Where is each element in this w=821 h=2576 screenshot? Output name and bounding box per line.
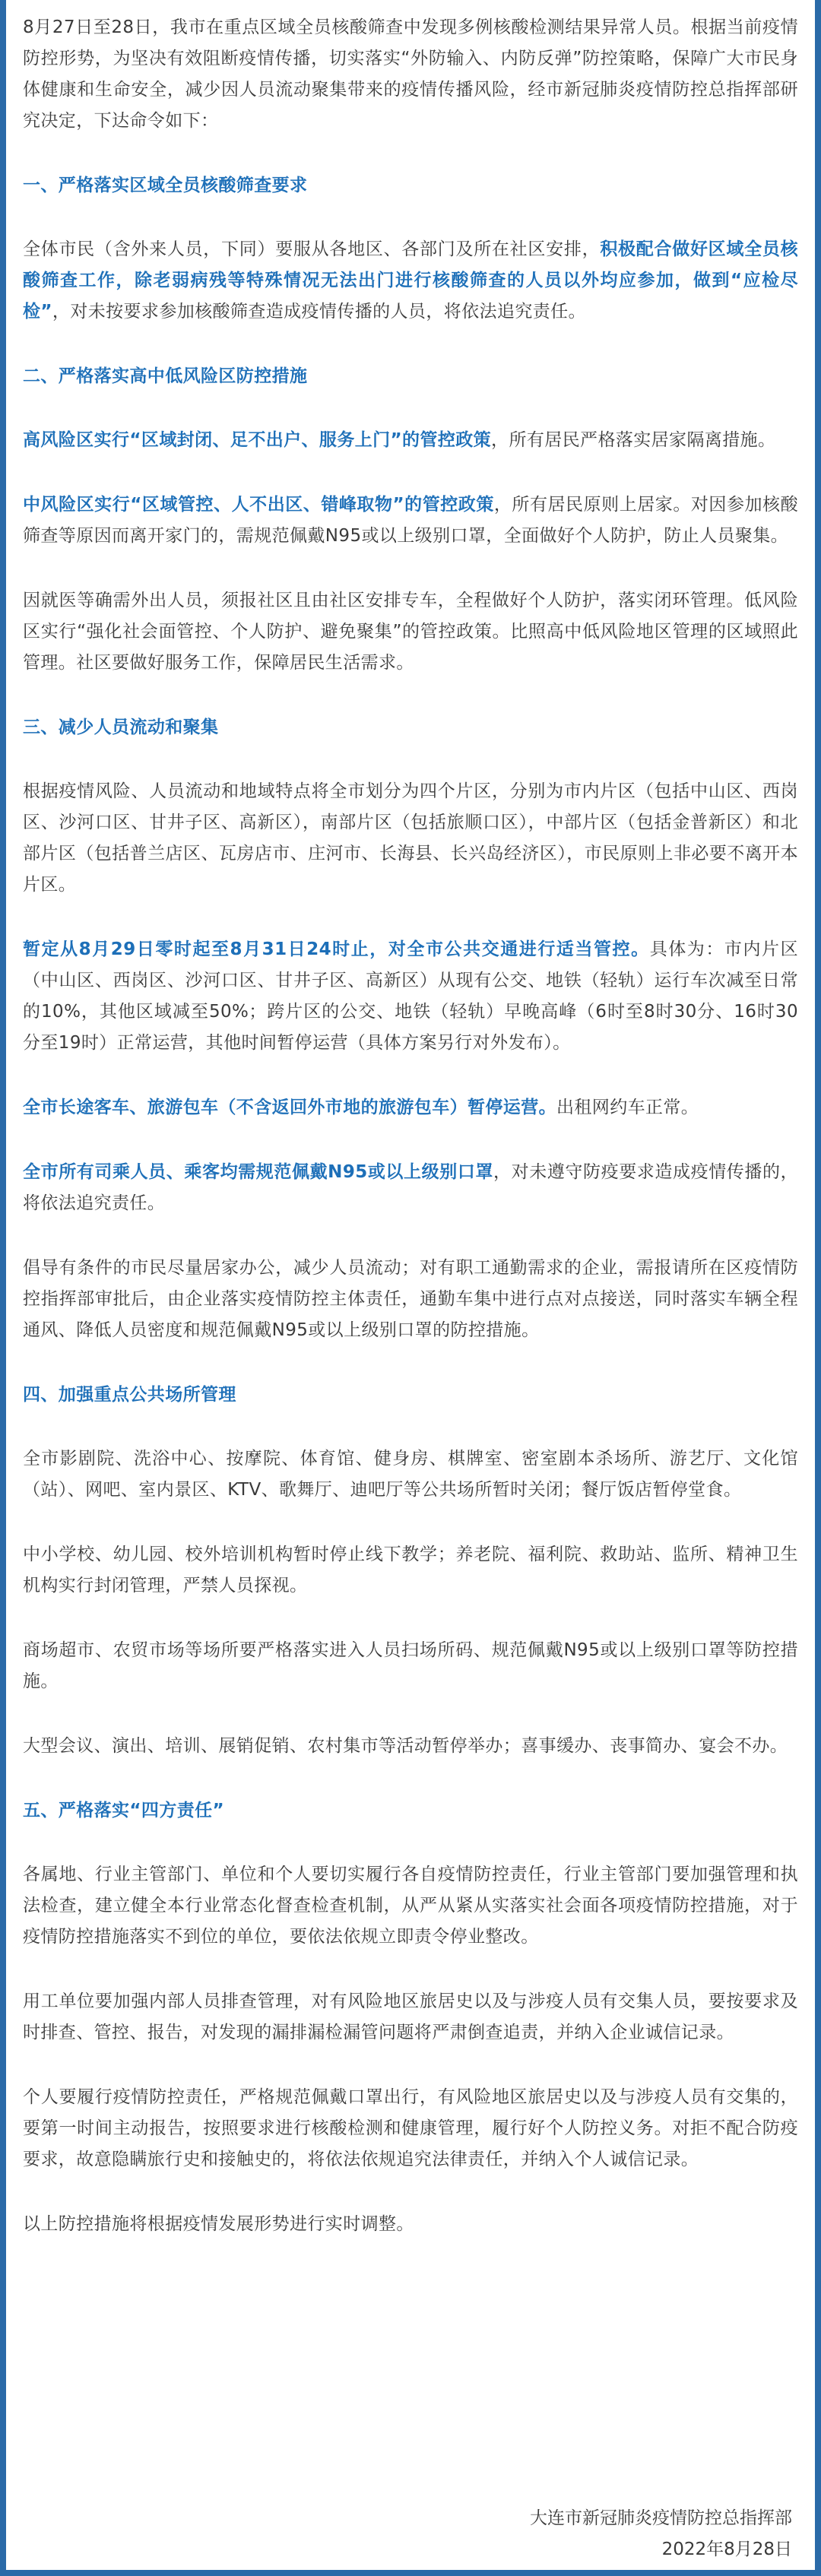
body-text: 出租网约车正常。 (556, 1098, 699, 1117)
section-paragraph (23, 2082, 798, 2175)
signature-block (530, 2503, 792, 2565)
section-paragraph (23, 934, 798, 1059)
body-text: 商场超市、农贸市场等场所要严格落实进入人员扫场所码、规范佩戴N95或以上级别口罩等防控措施。 (23, 1640, 798, 1691)
body-text: ，所有居民严格落实居家隔离措施。 (491, 430, 776, 450)
section-paragraph (23, 1253, 798, 1346)
body-text: 以上防控措施将根据疫情发展形势进行实时调整。 (23, 2214, 414, 2234)
signature-org: 大连市新冠肺炎疫情防控总指挥部 (530, 2508, 792, 2528)
section-paragraph (23, 1092, 798, 1123)
intro-paragraph: 8月27日至28日，我市在重点区域全员核酸筛查中发现多例核酸检测结果异常人员。根据当前疫情防控形势，为坚决有效阻断疫情传播，切实落实“外防输入、内防反弹”防控策略，保障广大市民身体健康和生命安全，减少因人员流动聚集带来的疫情传播风险，经市新冠肺炎疫情防控总指挥部研究决定，下达命令如下： (23, 17, 798, 131)
body-text: ，所有居民原则上居家。对因参加核酸筛查等原因而离开家门的，需规范佩戴N95或以上级别口罩，全面做好个人防护，防止人员聚集。 (23, 495, 798, 546)
highlighted-text: 中风险区实行“区域管控、人不出区、错峰取物”的管控政策 (23, 495, 494, 515)
body-text: 具体为：市内片区（中山区、西岗区、沙河口区、甘井子区、高新区）从现有公交、地铁（轻轨）运行车次减至日常的10%，其他区域减至50%；跨片区的公交、地铁（轻轨）早晚高峰（6时至8时30分、16时30分至19时）正常运营，其他时间暂停运营（具体方案另行对外发布）。 (23, 939, 799, 1053)
body-text: ，对未按要求参加核酸筛查造成疫情传播的人员，将依法追究责任。 (52, 302, 586, 322)
section-paragraph (23, 585, 798, 679)
section-paragraph (23, 2209, 798, 2240)
highlighted-text: 暂定从8月29日零时起至8月31日24时止，对全市公共交通进行适当管控。 (23, 939, 650, 959)
section-paragraph (23, 490, 798, 552)
section-paragraph (23, 776, 798, 901)
section-paragraph (23, 1986, 798, 2048)
section-paragraph (23, 234, 798, 328)
section-heading: 三、减少人员流动和聚集 (23, 718, 219, 737)
section-paragraph (23, 1731, 798, 1762)
section-paragraph (23, 1539, 798, 1602)
section-paragraph (23, 1635, 798, 1697)
body-text: 全体市民（含外来人员，下同）要服从各地区、各部门及所在社区安排， (23, 239, 601, 259)
highlighted-text: 全市所有司乘人员、乘客均需规范佩戴N95或以上级别口罩 (23, 1162, 494, 1182)
highlighted-text: 全市长途客车、旅游包车（不含返回外市地的旅游包车）暂停运营。 (23, 1098, 556, 1117)
body-text: 倡导有条件的市民尽量居家办公，减少人员流动；对有职工通勤需求的企业，需报请所在区疫情防控指挥部审批后，由企业落实疫情防控主体责任，通勤车集中进行点对点接送，同时落实车辆全程通风、降低人员密度和规范佩戴N95或以上级别口罩的防控措施。 (23, 1258, 798, 1340)
body-text: 用工单位要加强内部人员排查管理，对有风险地区旅居史以及与涉疫人员有交集人员，要按要求及时排查、管控、报告，对发现的漏排漏检漏管问题将严肃倒查追责，并纳入企业诚信记录。 (23, 1991, 798, 2042)
section-heading: 五、严格落实“四方责任” (23, 1801, 225, 1820)
body-text: 大型会议、演出、培训、展销促销、农村集市等活动暂停举办；喜事缓办、丧事简办、宴会不办。 (23, 1736, 788, 1756)
section-paragraph (23, 425, 798, 456)
highlighted-text: 积极配合做好区域全员核酸筛查工作，除老弱病残等特殊情况无法出门进行核酸筛查的人员以外均应参加，做到“应检尽检” (23, 239, 798, 322)
section-heading: 一、严格落实区域全员核酸筛查要求 (23, 176, 308, 195)
section-heading: 四、加强重点公共场所管理 (23, 1385, 236, 1405)
body-text: 全市影剧院、洗浴中心、按摩院、体育馆、健身房、棋牌室、密室剧本杀场所、游艺厅、文化馆（站）、网吧、室内景区、KTV、歌舞厅、迪吧厅等公共场所暂时关闭；餐厅饭店暂停堂食。 (23, 1449, 798, 1500)
body-text: 根据疫情风险、人员流动和地域特点将全市划分为四个片区，分别为市内片区（包括中山区、西岗区、沙河口区、甘井子区、高新区），南部片区（包括旅顺口区），中部片区（包括金普新区）和北部片区（包括普兰店区、瓦房店市、庄河市、长海县、长兴岛经济区），市民原则上非必要不离开本片区。 (23, 781, 798, 895)
signature-date: 2022年8月28日 (661, 2540, 792, 2559)
section-paragraph (23, 1859, 798, 1953)
notice-body (23, 12, 798, 2240)
body-text: 个人要履行疫情防控责任，严格规范佩戴口罩出行，有风险地区旅居史以及与涉疫人员有交集的，要第一时间主动报告，按照要求进行核酸检测和健康管理，履行好个人防控义务。对拒不配合防疫要求，故意隐瞒旅行史和接触史的，将依法依规追究法律责任，并纳入个人诚信记录。 (23, 2087, 798, 2169)
section-paragraph (23, 1443, 798, 1506)
body-text: 中小学校、幼儿园、校外培训机构暂时停止线下教学；养老院、福利院、救助站、监所、精神卫生机构实行封闭管理，严禁人员探视。 (23, 1545, 798, 1595)
highlighted-text: 高风险区实行“区域封闭、足不出户、服务上门”的管控政策 (23, 430, 492, 450)
body-text: 各属地、行业主管部门、单位和个人要切实履行各自疫情防控责任，行业主管部门要加强管理和执法检查，建立健全本行业常态化督查检查机制，从严从紧从实落实社会面各项疫情防控措施，对于疫情防控措施落实不到位的单位，要依法依规立即责令停业整改。 (23, 1865, 798, 1947)
section-paragraph (23, 1157, 798, 1219)
body-text: ，对未遵守防疫要求造成疫情传播的，将依法追究责任。 (23, 1162, 798, 1213)
section-heading: 二、严格落实高中低风险区防控措施 (23, 366, 308, 386)
body-text: 因就医等确需外出人员，须报社区且由社区安排专车，全程做好个人防护，落实闭环管理。低风险区实行“强化社会面管控、个人防护、避免聚集”的管控政策。比照高中低风险地区管理的区域照此管理。社区要做好服务工作，保障居民生活需求。 (23, 591, 798, 673)
